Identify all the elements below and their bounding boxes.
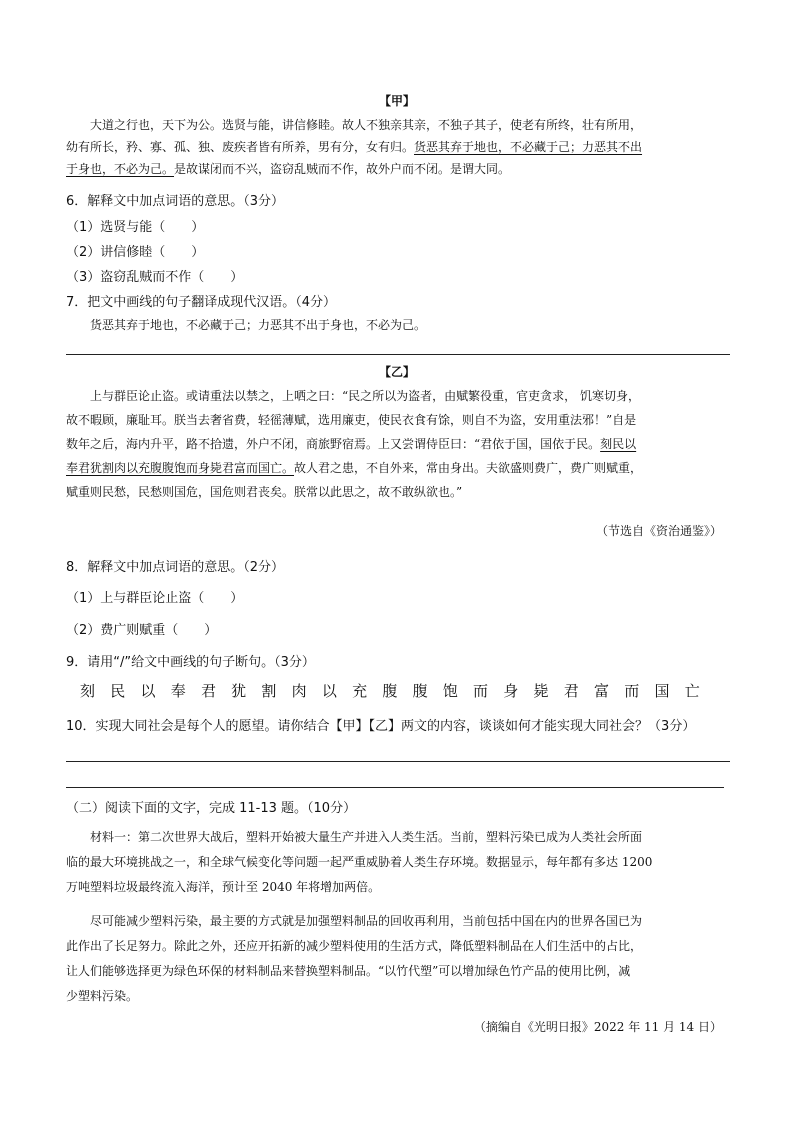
question-6-item-1: （1）选贤与能（ ） — [66, 220, 205, 235]
char-cell: 以 — [321, 682, 337, 700]
answer-line — [66, 761, 730, 762]
passage-jia-title: 【甲】 — [378, 94, 415, 108]
char-cell: 以 — [140, 682, 156, 700]
char-cell: 毙 — [533, 682, 549, 700]
char-cell: 肉 — [291, 682, 307, 700]
char-cell: 腹 — [412, 682, 428, 700]
passage-jia-line-1: 大道之行也，天下为公。选贤与能，讲信修睦。故人不独亲其亲，不独子其子，使老有所终，壮有所用， — [90, 118, 643, 132]
char-cell: 腹 — [382, 682, 398, 700]
sentence-segmentation-chars — [80, 680, 700, 701]
passage-yi-line-4 — [66, 457, 730, 479]
question-8-item-2: （2）费广则赋重（ ） — [66, 623, 218, 638]
question-9-prompt: 9．请用“/”给文中画线的句子断句。（3分） — [66, 655, 315, 670]
material-1-para-2-line-4: 少塑料污染。 — [66, 989, 139, 1003]
passage-jia-line-3 — [66, 158, 730, 180]
answer-line — [66, 787, 724, 788]
char-cell: 富 — [593, 682, 609, 700]
passage-yi-text: 故人君之患，不自外来，常由身出。夫欲盛则费广，费广则赋重， — [294, 461, 643, 475]
char-cell: 割 — [261, 682, 277, 700]
char-cell: 而 — [473, 682, 489, 700]
passage-yi-line-3 — [66, 433, 730, 455]
underlined-sentence: 于身也，不必为己。 — [66, 162, 175, 176]
passage-yi-source: （节选自《资治通鉴》） — [595, 524, 722, 538]
char-cell: 刻 — [80, 682, 96, 700]
material-1-line-2: 临的最大环境挑战之一，和全球气候变化等问题一起严重威胁着人类生存环境。数据显示，每年都有多达 1200 — [66, 855, 653, 869]
char-cell: 而 — [624, 682, 640, 700]
material-1-para-2-line-3: 让人们能够选择更为绿色环保的材料制品来替换塑料制品。“以竹代塑”可以增加绿色竹产品的使用比例，减 — [66, 964, 631, 978]
underlined-sentence: 奉君犹割肉以充腹腹饱而身毙君富而国亡。 — [66, 461, 295, 475]
underlined-sentence: 刻民以 — [600, 437, 637, 451]
char-cell: 充 — [352, 682, 368, 700]
char-cell: 身 — [503, 682, 519, 700]
section-2-heading: （二）阅读下面的文字，完成 11-13 题。（10分） — [66, 801, 357, 816]
question-8-item-1: （1）上与群臣论止盗（ ） — [66, 591, 244, 606]
passage-yi-line-1: 上与群臣论止盗。或请重法以禁之，上哂之曰：“民之所以为盗者，由赋繁役重，官吏贪求， 饥寒切身， — [90, 389, 640, 403]
char-cell: 君 — [563, 682, 579, 700]
char-cell: 民 — [110, 682, 126, 700]
passage-yi-text: 数年之后，海内升平，路不拾遗，外户不闭，商旅野宿焉。上又尝谓侍臣曰：“君依于国，国依于民。 — [66, 437, 601, 451]
passage-jia-line-2 — [66, 136, 730, 158]
char-cell: 奉 — [170, 682, 186, 700]
char-cell: 饱 — [442, 682, 458, 700]
underlined-sentence: 货恶其弃于地也，不必藏于己；力恶其不出 — [414, 140, 643, 154]
char-cell: 国 — [654, 682, 670, 700]
material-1-source: （摘编自《光明日报》2022 年 11 月 14 日） — [473, 1020, 722, 1034]
question-6-item-3: （3）盗窃乱贼而不作（ ） — [66, 270, 244, 285]
question-6-prompt: 6．解释文中加点词语的意思。（3分） — [66, 194, 285, 209]
passage-yi-title: 【乙】 — [378, 365, 415, 379]
material-1-line-3: 万吨塑料垃圾最终流入海洋，预计至 2040 年将增加两倍。 — [66, 880, 381, 894]
char-cell: 犹 — [231, 682, 247, 700]
passage-jia-text: 是故谋闭而不兴，盗窃乱贼而不作，故外户而不闭。是谓大同。 — [174, 162, 511, 176]
passage-jia-text: 幼有所长，矜、寡、孤、独、废疾者皆有所养，男有分，女有归。 — [66, 140, 415, 154]
char-cell: 亡 — [684, 682, 700, 700]
question-7-prompt: 7．把文中画线的句子翻译成现代汉语。（4分） — [66, 295, 337, 310]
passage-yi-line-2: 故不暇顾，廉耻耳。朕当去奢省费，轻徭薄赋，选用廉吏，使民衣食有馀，则自不为盗，安用重法邪！”自是 — [66, 413, 637, 427]
material-1-line-1: 材料一：第二次世界大战后，塑料开始被大量生产并进入人类生活。当前，塑料污染已成为人类社会所面 — [90, 830, 643, 844]
question-10-prompt: 10．实现大同社会是每个人的愿望。请你结合【甲】【乙】两文的内容，谈谈如何才能实现大同社会？（3分） — [66, 719, 696, 734]
passage-yi-line-5: 赋重则民愁，民愁则国危，国危则君丧矣。朕常以此思之，故不敢纵欲也。” — [66, 485, 463, 499]
char-cell: 君 — [200, 682, 216, 700]
question-8-prompt: 8．解释文中加点词语的意思。（2分） — [66, 560, 285, 575]
answer-line — [66, 354, 730, 355]
question-7-sentence: 货恶其弃于地也，不必藏于己；力恶其不出于身也，不必为己。 — [90, 318, 427, 332]
question-6-item-2: （2）讲信修睦（ ） — [66, 245, 205, 260]
material-1-para-2-line-1: 尽可能减少塑料污染，最主要的方式就是加强塑料制品的回收再利用，当前包括中国在内的世界各国已为 — [90, 914, 643, 928]
material-1-para-2-line-2: 此作出了长足努力。除此之外，还应开拓新的减少塑料使用的生活方式，降低塑料制品在人们生活中的占比， — [66, 939, 643, 953]
